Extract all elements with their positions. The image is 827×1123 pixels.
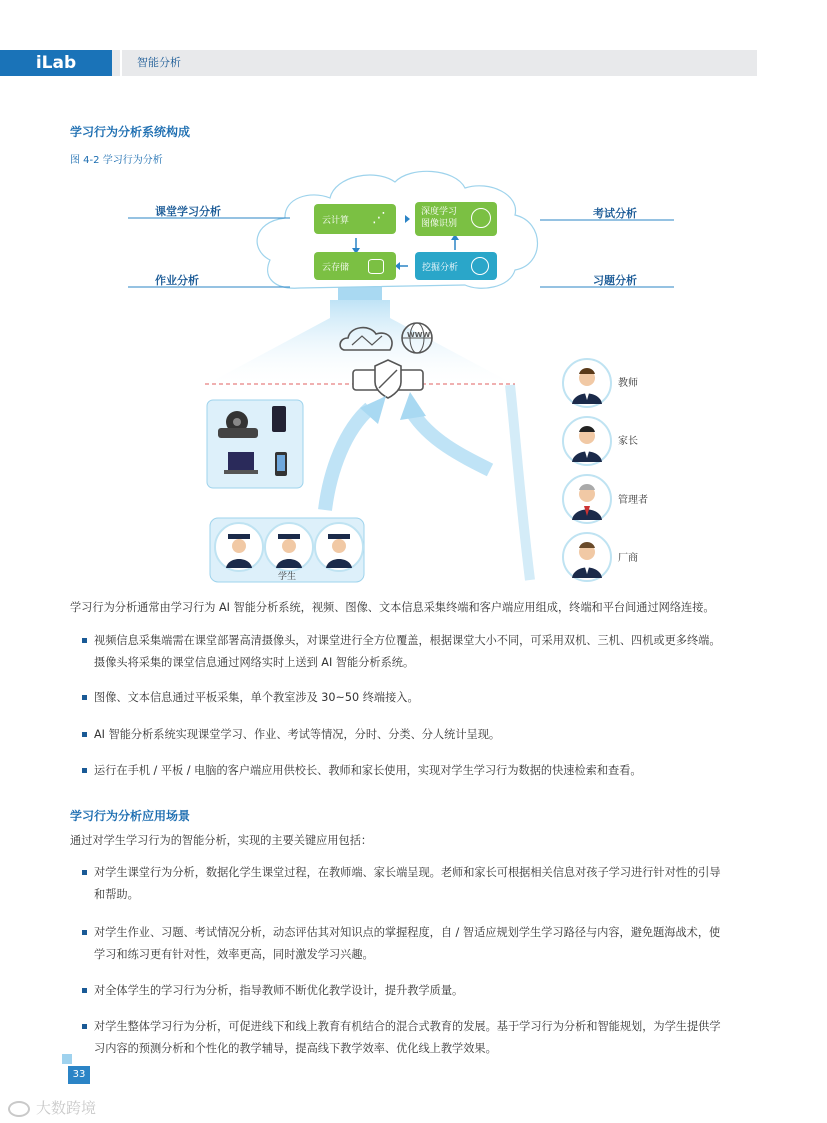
- bullet-item: [82, 862, 762, 906]
- deep-learning-line1: 深度学习: [421, 207, 458, 217]
- cloud-storage-label: 云存储: [322, 263, 350, 273]
- bullet-line: 对全体学生的学习行为分析，指导教师不断优化教学设计，提升教学质量。: [94, 984, 464, 997]
- label-exercise-analysis: 习题分析: [593, 274, 637, 287]
- student-avatar: [214, 522, 264, 572]
- figure-caption: 图 4-2 学习行为分析: [70, 155, 163, 166]
- bullet-line: 视频信息采集端需在课堂部署高清摄像头，对课堂进行全方位覆盖，根据课堂大小不同，可采用双机、三机、四机或更多终端。: [94, 634, 721, 647]
- share-nodes-icon: ⋰: [372, 210, 386, 226]
- label-classroom-analysis: 课堂学习分析: [155, 205, 221, 218]
- label-exam-analysis: 考试分析: [593, 207, 637, 220]
- vendor-avatar: [562, 532, 612, 582]
- header-title: 智能分析: [137, 56, 181, 69]
- laptop-icon: [228, 452, 254, 470]
- bullet-marker: [82, 732, 87, 737]
- bullet-item: [82, 724, 762, 746]
- bullet-line: 对学生课堂行为分析，数据化学生课堂过程，在教师端、家长端呈现。老师和家长可根据相关信息对孩子学习进行针对性的引导: [94, 866, 721, 879]
- cloud-storage-box: [314, 252, 396, 280]
- globe-icon: [471, 257, 489, 275]
- bullet-line: AI 智能分析系统实现课堂学习、作业、考试等情况，分时、分类、分人统计呈现。: [94, 728, 501, 741]
- bullet-line: 习内容的预测分析和个性化的教学辅导，提高线下教学效率、优化线上教学效果。: [94, 1042, 497, 1055]
- bullet-item: [82, 630, 762, 674]
- section-title-scenarios: 学习行为分析应用场景: [70, 809, 191, 823]
- cloud-compute-label: 云计算: [322, 216, 350, 226]
- bullet-item: [82, 1016, 762, 1060]
- brain-icon: [471, 208, 491, 228]
- devices-card: [207, 400, 303, 488]
- page-number-decoration: [62, 1054, 72, 1064]
- arrow-side-curve: [510, 385, 530, 580]
- student-avatar: [314, 522, 364, 572]
- student-avatar: [264, 522, 314, 572]
- students-label: 学生: [278, 572, 297, 582]
- arrow-from-devices: [325, 408, 370, 510]
- bullet-marker: [82, 768, 87, 773]
- bullet-marker: [82, 870, 87, 875]
- watermark: [8, 1097, 96, 1118]
- scenarios-intro: 通过对学生学习行为的智能分析，实现的主要关键应用包括：: [70, 834, 373, 847]
- bullet-marker: [82, 988, 87, 993]
- display-device-icon: [272, 406, 286, 432]
- bullet-line: 对学生作业、习题、考试情况分析，动态评估其对知识点的掌握程度，自 / 智适应规划学生学习路径与内容，避免题海战术，使: [94, 926, 721, 939]
- deep-learning-line2: 图像识别: [421, 219, 458, 229]
- bullet-line: 对学生整体学习行为分析，可促进线下和线上教育有机结合的混合式教育的发展。基于学习行为分析和智能规划，为学生提供学: [94, 1020, 721, 1033]
- bullet-line: 摄像头将采集的课堂信息通过网络实时上送到 AI 智能分析系统。: [94, 656, 415, 669]
- bullet-item: [82, 922, 762, 966]
- deep-learning-label: [421, 206, 457, 230]
- bullet-line: 和帮助。: [94, 888, 139, 901]
- deep-learning-box: [415, 202, 497, 236]
- bullet-marker: [82, 1024, 87, 1029]
- bullet-item: [82, 687, 762, 709]
- watermark-text: 大数跨境: [36, 1099, 97, 1117]
- bullet-marker: [82, 930, 87, 935]
- bullet-item: [82, 760, 762, 782]
- watermark-logo-icon: [8, 1101, 30, 1117]
- ilab-logo: iLab: [0, 50, 112, 76]
- page-number: 33: [68, 1066, 90, 1084]
- parent-avatar: [562, 416, 612, 466]
- administrator-avatar: [562, 474, 612, 524]
- cloud-compute-box: [314, 204, 396, 234]
- bullet-marker: [82, 638, 87, 643]
- intro-paragraph: 学习行为分析通常由学习行为 AI 智能分析系统，视频、图像、文本信息采集终端和客户端应用组成，终端和平台间通过网络连接。: [70, 601, 715, 614]
- bullet-line: 运行在手机 / 平板 / 电脑的客户端应用供校长、教师和家长使用，实现对学生学习行为数据的快速检索和查看。: [94, 764, 642, 777]
- arrow-from-clients: [412, 412, 490, 470]
- www-text: WWW: [407, 331, 431, 339]
- database-icon: [368, 259, 384, 274]
- label-homework-analysis: 作业分析: [155, 274, 199, 287]
- bullet-item: [82, 980, 762, 1002]
- role-teacher: 教师: [618, 378, 638, 389]
- role-administrator: 管理者: [618, 495, 648, 506]
- bullet-marker: [82, 695, 87, 700]
- teacher-avatar: [562, 358, 612, 408]
- mining-analysis-label: 挖掘分析: [422, 263, 459, 273]
- mining-analysis-box: [415, 252, 497, 280]
- bullet-line: 学习和练习更有针对性，效率更高，同时激发学习兴趣。: [94, 948, 374, 961]
- role-vendor: 厂商: [618, 553, 638, 564]
- role-parent: 家长: [618, 436, 638, 447]
- section-title-composition: 学习行为分析系统构成: [70, 125, 191, 139]
- bullet-line: 图像、文本信息通过平板采集，单个教室涉及 30~50 终端接入。: [94, 691, 419, 704]
